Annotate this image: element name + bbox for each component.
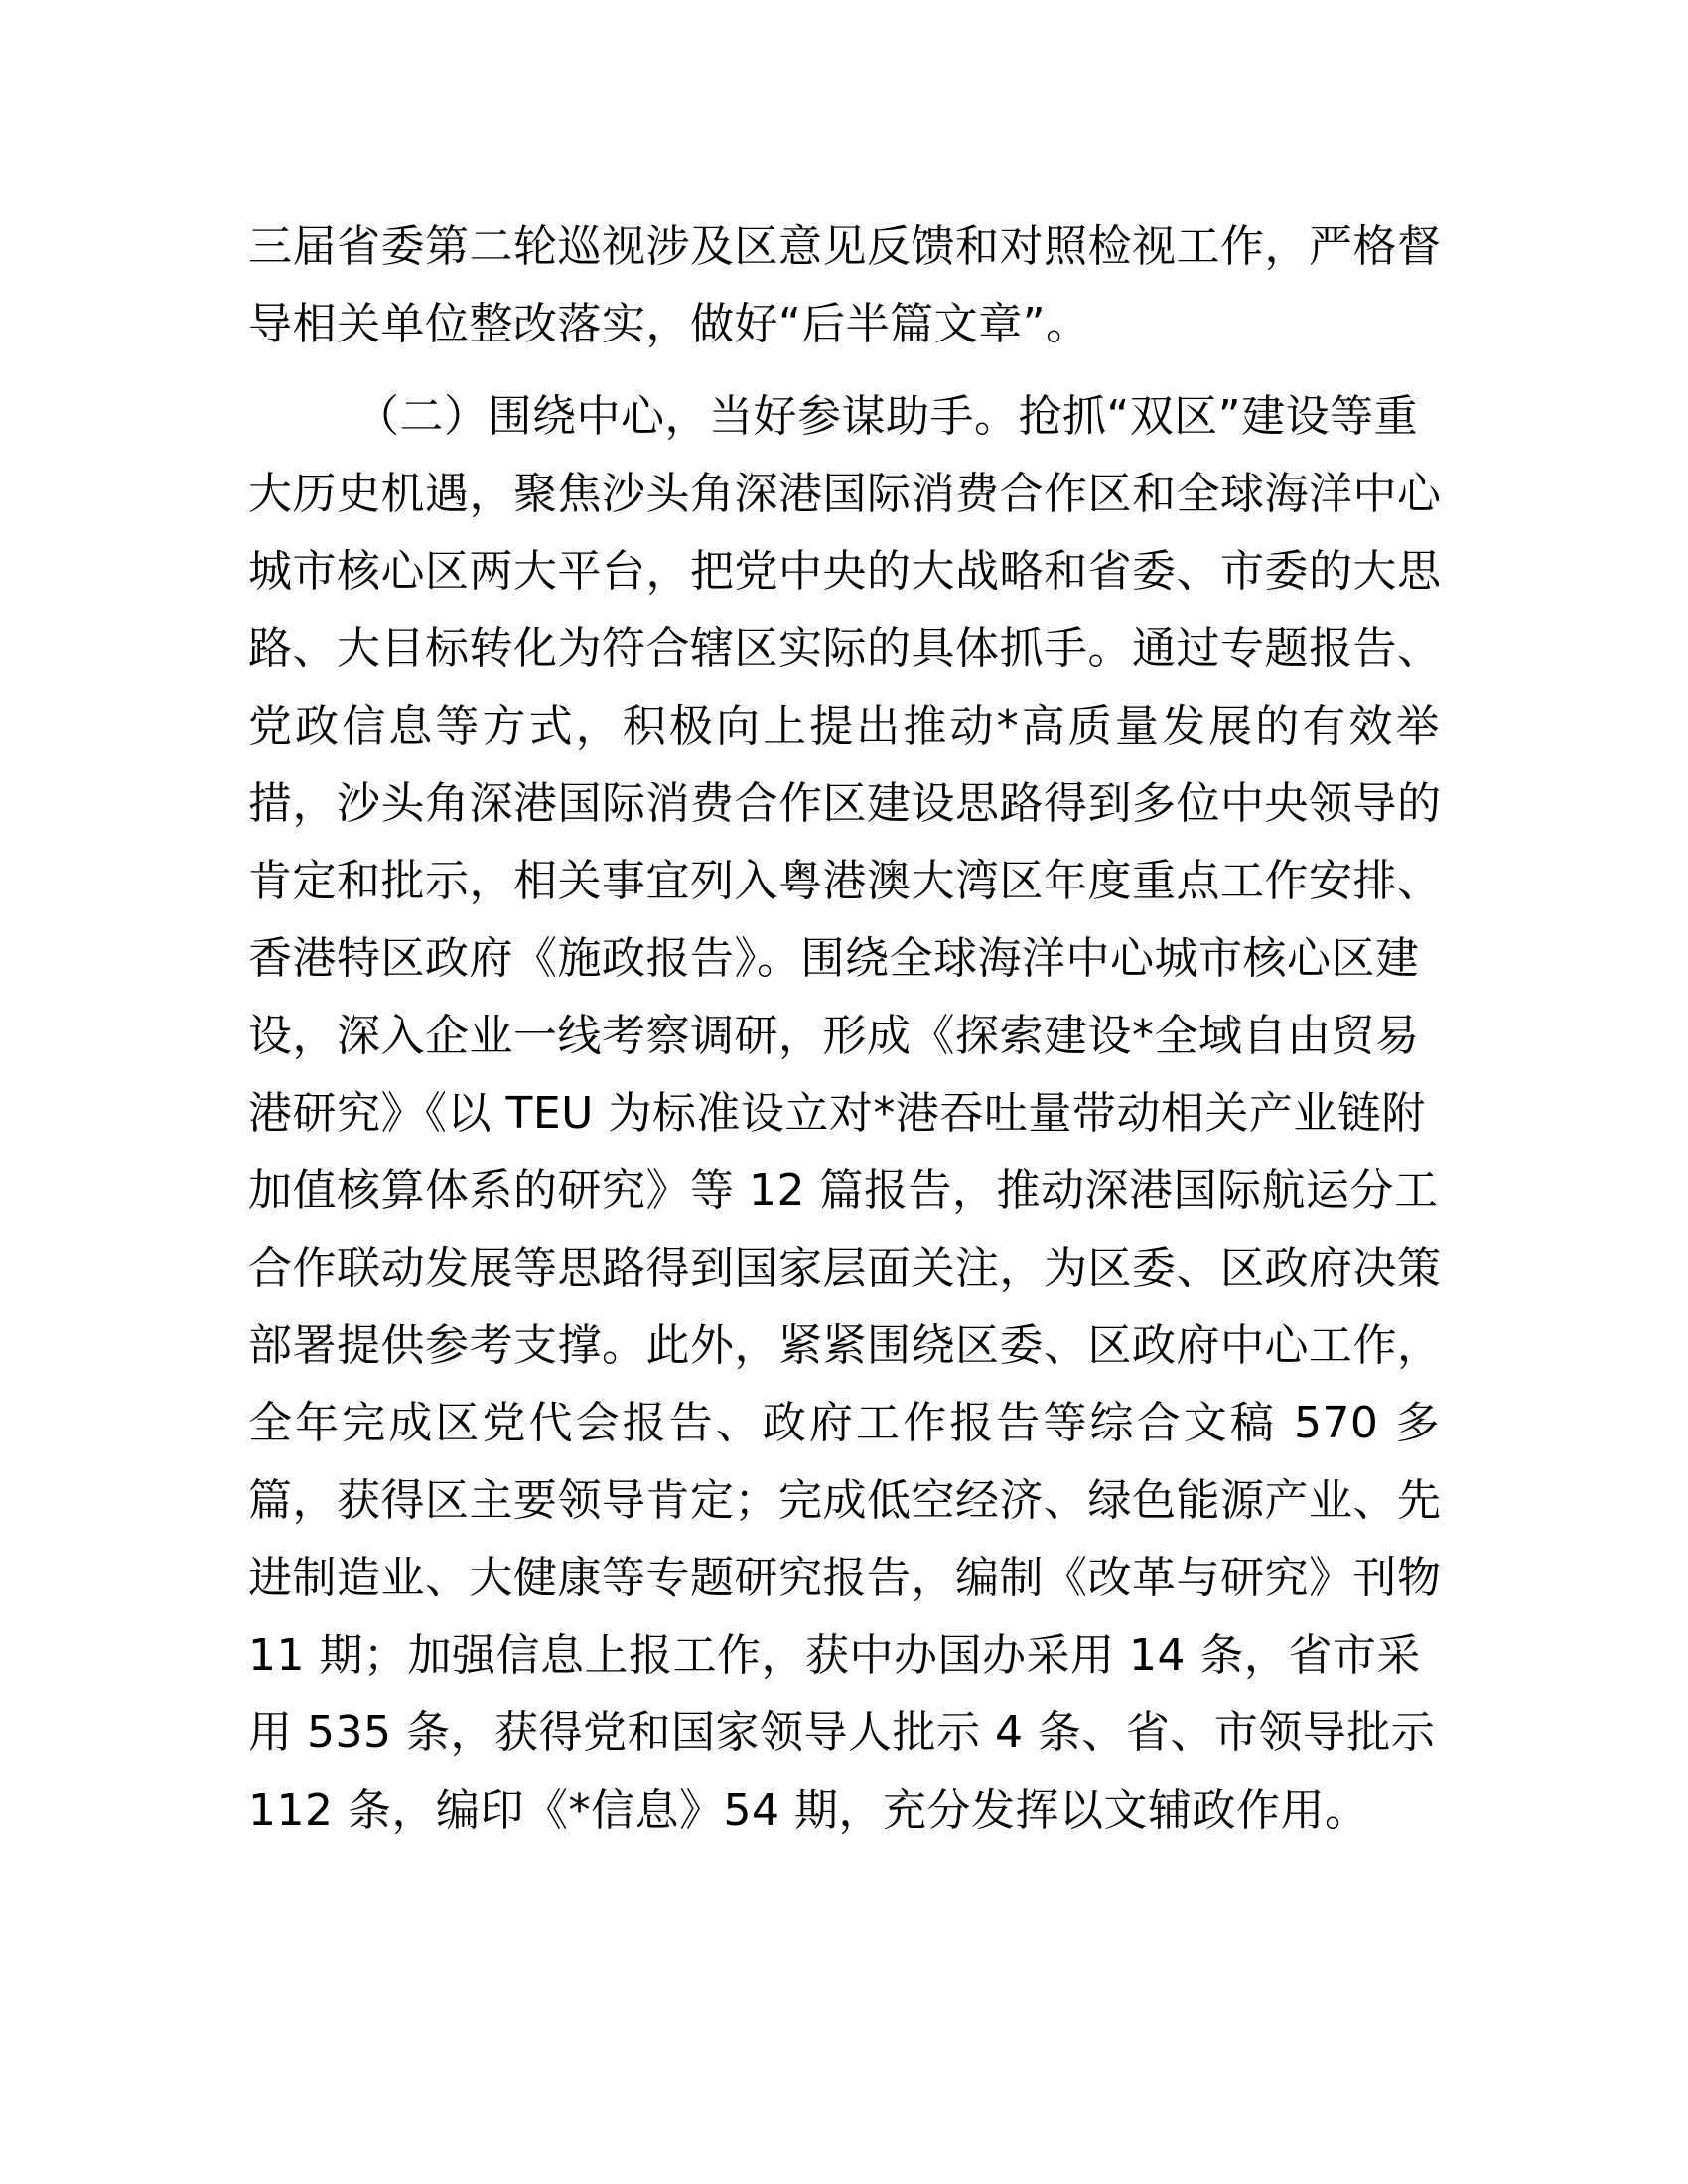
paragraph-line: 用 535 条，获得党和国家领导人批示 4 条、省、市领导批示 — [248, 1707, 1436, 1758]
paragraph-line: 党政信息等方式，积极向上提出推动*高质量发展的有效举 — [248, 701, 1440, 751]
paragraph-2 — [248, 378, 1440, 1849]
paragraph-line: 三届省委第二轮巡视涉及区意见反馈和对照检视工作，严格督 — [248, 221, 1442, 272]
paragraph-line: 部署提供参考支撑。此外，紧紧围绕区委、区政府中心工作， — [248, 1320, 1442, 1371]
paragraph-line: 加值核算体系的研究》等 12 篇报告，推动深港国际航运分工 — [248, 1165, 1439, 1216]
paragraph-1 — [248, 208, 1440, 363]
paragraph-line: 导相关单位整改落实，做好“后半篇文章”。 — [248, 299, 1090, 349]
paragraph-line: 进制造业、大健康等专题研究报告，编制《改革与研究》刊物 — [248, 1553, 1442, 1603]
paragraph-line: 城市核心区两大平台，把党中央的大战略和省委、市委的大思 — [248, 546, 1442, 597]
paragraph-line: 措，沙头角深港国际消费合作区建设思路得到多位中央领导的 — [248, 778, 1442, 829]
paragraph-line: 路、大目标转化为符合辖区实际的具体抓手。通过专题报告、 — [248, 623, 1442, 674]
paragraph-line: 肯定和批示，相关事宜列入粤港澳大湾区年度重点工作安排、 — [248, 856, 1442, 906]
paragraph-line: 篇，获得区主要领导肯定；完成低空经济、绿色能源产业、先 — [248, 1475, 1442, 1526]
paragraph-line: 11 期；加强信息上报工作，获中办国办采用 14 条，省市采 — [248, 1630, 1421, 1681]
paragraph-line: 全年完成区党代会报告、政府工作报告等综合文稿 570 多 — [248, 1398, 1440, 1448]
paragraph-line: 设，深入企业一线考察调研，形成《探索建设*全域自由贸易 — [248, 1011, 1420, 1061]
paragraph-line: （二）围绕中心，当好参谋助手。抢抓“双区”建设等重 — [355, 391, 1419, 442]
paragraph-line: 港研究》《以 TEU 为标准设立对*港吞吐量带动相关产业链附 — [248, 1088, 1426, 1139]
paragraph-line: 112 条，编印《*信息》54 期，充分发挥以文辅政作用。 — [248, 1785, 1369, 1836]
paragraph-line: 合作联动发展等思路得到国家层面关注，为区委、区政府决策 — [248, 1243, 1442, 1294]
paragraph-line: 香港特区政府《施政报告》。围绕全球海洋中心城市核心区建 — [248, 933, 1420, 984]
paragraph-line: 大历史机遇，聚焦沙头角深港国际消费合作区和全球海洋中心 — [248, 469, 1442, 519]
